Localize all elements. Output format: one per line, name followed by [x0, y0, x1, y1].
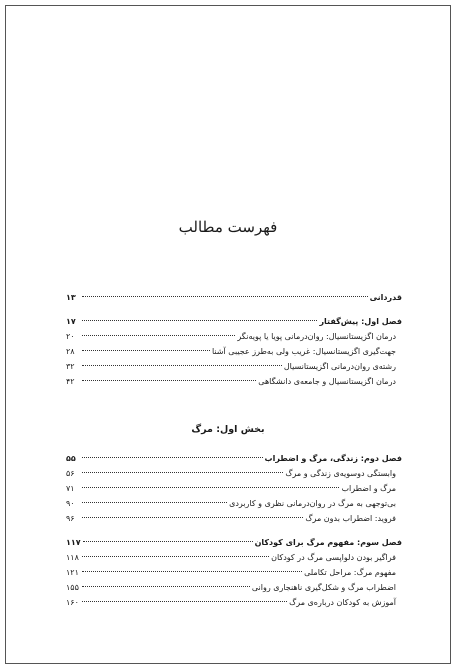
toc-section-part-one	[66, 451, 402, 610]
toc-entry-title: رشته‌ی روان‌درمانی اگزیستانسیال	[283, 362, 396, 371]
dot-leader	[82, 487, 339, 488]
toc-entry-title: قدردانی	[369, 293, 402, 302]
dot-leader	[82, 296, 368, 297]
toc-page-number: ۱۵۵	[66, 583, 79, 592]
toc-entry-title: فراگیر بودن دلواپسی مرگ در کودکان	[271, 553, 396, 562]
toc-entry-title: مفهوم مرگ: مراحل تکاملی	[304, 568, 396, 577]
dot-leader	[82, 335, 235, 336]
toc-entry[interactable]	[66, 329, 402, 344]
toc-entry[interactable]	[66, 344, 402, 359]
toc-page-number: ۱۳	[66, 293, 76, 302]
toc-page-number: ۱۱۸	[66, 553, 79, 562]
toc-entry[interactable]	[66, 359, 402, 374]
toc-spacer	[66, 305, 402, 314]
document-page	[5, 5, 451, 664]
dot-leader	[82, 365, 282, 366]
dot-leader	[82, 586, 250, 587]
toc-page-number: ۹۶	[66, 514, 75, 523]
toc-page-number: ۵۶	[66, 469, 75, 478]
toc-chapter-entry[interactable]	[66, 314, 402, 329]
toc-entry-title: درمان اگزیستانسیال و جامعه‌ی دانشگاهی	[258, 377, 396, 386]
toc-entry-title: فصل دوم: زندگی، مرگ و اضطراب	[264, 454, 402, 463]
dot-leader	[82, 502, 227, 503]
toc-page-number: ۱۶۰	[66, 598, 79, 607]
toc-page-number: ۱۱۷	[66, 538, 81, 547]
toc-entry[interactable]	[66, 595, 402, 610]
toc-entry[interactable]	[66, 481, 402, 496]
toc-entry-title: مرگ و اضطراب	[341, 484, 396, 493]
toc-chapter-entry[interactable]	[66, 451, 402, 466]
toc-entry-title: وابستگی دوسویه‌ی زندگی و مرگ	[285, 469, 396, 478]
toc-entry[interactable]	[66, 565, 402, 580]
toc-entry[interactable]	[66, 496, 402, 511]
dot-leader	[82, 556, 269, 557]
dot-leader	[83, 541, 253, 542]
toc-entry-title: فصل اول: پیش‌گفتار	[319, 317, 402, 326]
toc-entry-title: جهت‌گیری اگزیستانسیال: غریب ولی به‌طرز عجیبی آشنا	[211, 347, 396, 356]
toc-page-number: ۲۸	[66, 347, 75, 356]
toc-page-number: ۴۲	[66, 377, 75, 386]
toc-entry-title: فصل سوم: مفهوم مرگ برای کودکان	[254, 538, 402, 547]
dot-leader	[82, 601, 287, 602]
page-title: فهرست مطالب	[178, 218, 278, 236]
toc-spacer	[66, 526, 402, 535]
toc-entry[interactable]	[66, 511, 402, 526]
toc-chapter-entry[interactable]	[66, 535, 402, 550]
toc-page-number: ۱۲۱	[66, 568, 79, 577]
toc-page-number: ۳۲	[66, 362, 75, 371]
toc-page-number: ۲۰	[66, 332, 75, 341]
toc-entry[interactable]	[66, 580, 402, 595]
toc-chapter-entry[interactable]	[66, 290, 402, 305]
toc-entry-title: فروید: اضطراب بدون مرگ	[305, 514, 396, 523]
toc-page-number: ۱۷	[66, 317, 76, 326]
dot-leader	[82, 320, 317, 321]
toc-entry[interactable]	[66, 550, 402, 565]
toc-entry-title: درمان اگزیستانسیال: روان‌درمانی پویا یا پویه‌نگر	[237, 332, 396, 341]
dot-leader	[82, 380, 256, 381]
dot-leader	[82, 517, 303, 518]
toc-entry-title: آموزش به کودکان درباره‌ی مرگ	[289, 598, 396, 607]
dot-leader	[82, 472, 283, 473]
dot-leader	[82, 457, 263, 458]
toc-entry-title: بی‌توجهی به مرگ در روان‌درمانی نظری و کاربردی	[229, 499, 396, 508]
dot-leader	[82, 571, 302, 572]
toc-entry-title: اضطراب مرگ و شکل‌گیری ناهنجاری روانی	[251, 583, 396, 592]
toc-entry[interactable]	[66, 466, 402, 481]
toc-page-number: ۹۰	[66, 499, 75, 508]
toc-entry[interactable]	[66, 374, 402, 389]
toc-section-front	[66, 290, 402, 389]
toc-page-number: ۵۵	[66, 454, 76, 463]
toc-page-number: ۷۱	[66, 484, 75, 493]
dot-leader	[82, 350, 210, 351]
part-title: بخش اول: مرگ	[191, 424, 265, 435]
